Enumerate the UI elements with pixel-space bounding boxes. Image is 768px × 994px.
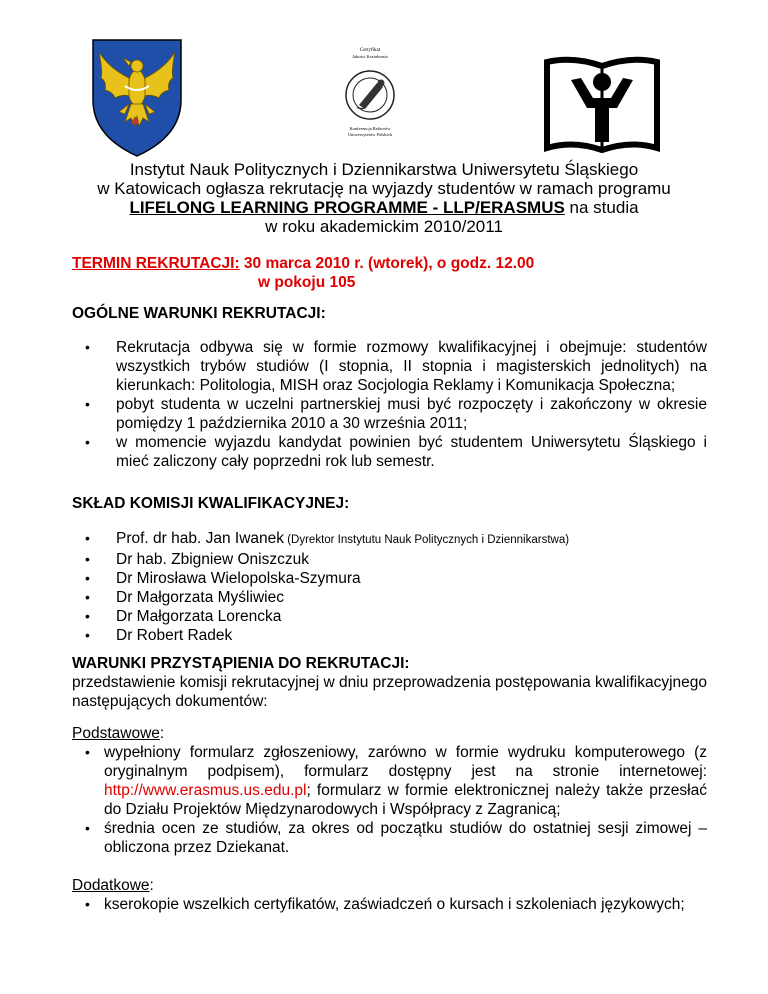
list-item bbox=[72, 743, 707, 819]
header-line-3 bbox=[40, 198, 728, 217]
list-item: • w momencie wyjazdu kandydat powinien być studentem Uniwersytetu Śląskiego i mieć zaliczony cały poprzedni rok lub semestr. bbox=[72, 433, 707, 471]
list-item: • pobyt studenta w uczelni partnerskiej musi być rozpoczęty i zakończony w okresie pomiędzy 1 października 2010 a 30 września 2011; bbox=[72, 395, 707, 433]
conditions-intro: przedstawienie komisji rekrutacyjnej w dniu przeprowadzenia postępowania kwalifikacyjnego następujących dokumentów: bbox=[72, 674, 707, 710]
conditions-title: WARUNKI PRZYSTĄPIENIA DO REKRUTACJI: bbox=[72, 655, 410, 672]
basic-colon: : bbox=[159, 725, 165, 742]
list-item: • Rekrutacja odbywa się w formie rozmowy kwalifikacyjnej i obejmuje: studentów wszystkich trybów studiów (I stopnia, II stopnia i magisterskich jednolitych) na kierunkach: Politologia, MISH oraz Socjologia Reklamy i Komunikacja Społeczna; bbox=[72, 338, 707, 395]
quality-seal-logo bbox=[329, 43, 411, 143]
extra-documents-heading bbox=[72, 876, 154, 895]
header-line-4: w roku akademickim 2010/2011 bbox=[265, 217, 503, 236]
deadline-label: TERMIN REKRUTACJI: bbox=[72, 255, 240, 272]
basic-documents-heading bbox=[72, 724, 164, 743]
list-item: • Dr Małgorzata Lorencka bbox=[72, 607, 707, 626]
list-item: • Dr hab. Zbigniew Oniszczuk bbox=[72, 550, 707, 569]
committee-list bbox=[72, 529, 707, 645]
committee-title: SKŁAD KOMISJI KWALIFIKACYJNEJ: bbox=[72, 495, 350, 512]
recruitment-deadline bbox=[72, 254, 534, 292]
extra-documents-list bbox=[72, 895, 707, 914]
list-item: • Dr Małgorzata Myśliwiec bbox=[72, 588, 707, 607]
basic-documents-list bbox=[72, 743, 707, 857]
coat-of-arms-logo bbox=[91, 38, 183, 158]
seal-text-2: Jakości Kształcenia bbox=[352, 54, 388, 59]
deadline-room: w pokoju 105 bbox=[258, 274, 356, 291]
seal-text-6: Uniwersytetów Polskich bbox=[347, 132, 393, 137]
chair-note: (Dyrektor Instytutu Nauk Politycznych i Dziennikarstwa) bbox=[284, 534, 570, 546]
list-item: • Dr Mirosława Wielopolska-Szymura bbox=[72, 569, 707, 588]
header-line-1: Instytut Nauk Politycznych i Dziennikarstwa Uniwersytetu Śląskiego bbox=[129, 160, 639, 179]
header-line-3-rest: na studia bbox=[564, 198, 639, 217]
announcement-header bbox=[40, 160, 728, 236]
committee-chair bbox=[72, 529, 707, 550]
general-conditions-title: OGÓLNE WARUNKI REKRUTACJI: bbox=[72, 305, 326, 322]
extra-colon: : bbox=[149, 877, 154, 894]
basic-label: Podstawowe bbox=[72, 725, 160, 742]
list-item: • średnia ocen ze studiów, za okres od początku studiów do ostatniej sesji zimowej – obliczona przez Dziekanat. bbox=[72, 819, 707, 857]
erasmus-link[interactable]: http://www.erasmus.us.edu.pl bbox=[104, 782, 307, 799]
lifelong-learning-book-icon bbox=[543, 56, 661, 154]
list-item: • kserokopie wszelkich certyfikatów, zaświadczeń o kursach i szkoleniach językowych; bbox=[72, 895, 707, 914]
program-name: LIFELONG LEARNING PROGRAMME - LLP/ERASMUS bbox=[129, 198, 565, 217]
chair-name: Prof. dr hab. Jan Iwanek bbox=[116, 530, 285, 547]
form-text-b: ; formularz w formie elektronicznej należy także przesłać do Działu Projektów Międzynarodowych i Współpracy z Zagranicą; bbox=[104, 782, 707, 818]
extra-label: Dodatkowe bbox=[72, 877, 150, 894]
general-conditions-list bbox=[72, 338, 707, 471]
seal-text-5: Konferencja Rektorów bbox=[349, 126, 391, 131]
seal-text-1: Certyfikat bbox=[359, 48, 381, 53]
form-text-a: wypełniony formularz zgłoszeniowy, zarówno w formie wydruku komputerowego (z oryginalnym podpisem), formularz dostępny jest na stronie internetowej: bbox=[104, 744, 707, 780]
list-item: • Dr Robert Radek bbox=[72, 626, 707, 645]
deadline-date: 30 marca 2010 r. (wtorek), o godz. 12.00 bbox=[239, 255, 535, 272]
header-line-2: w Katowicach ogłasza rekrutację na wyjazdy studentów w ramach programu bbox=[97, 179, 671, 198]
